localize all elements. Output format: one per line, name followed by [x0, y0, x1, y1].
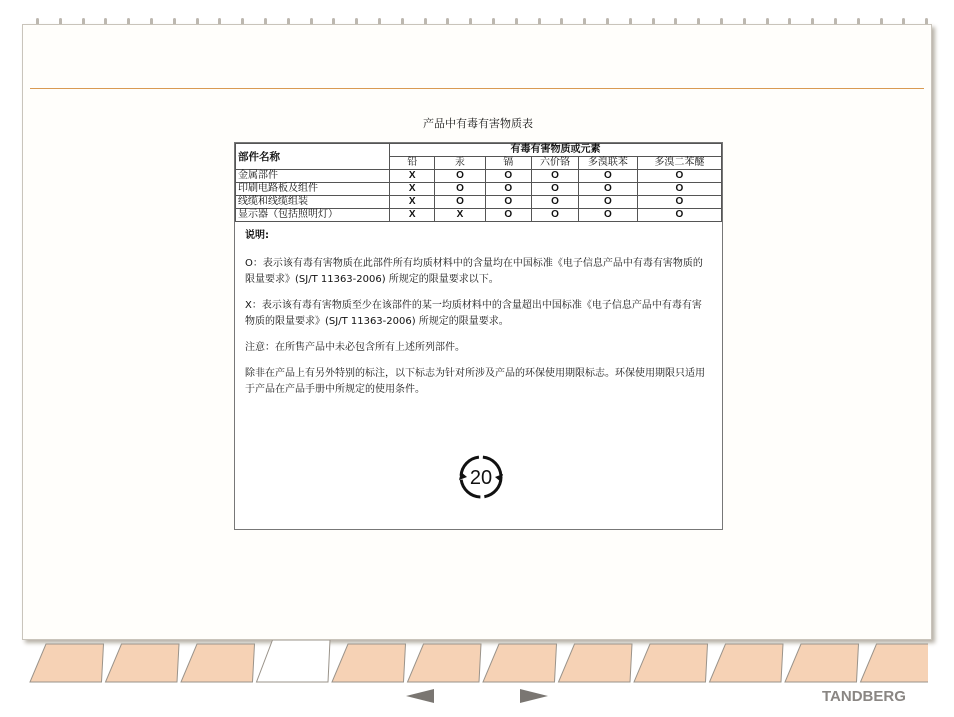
mark-cell: O — [531, 183, 578, 196]
section-tab[interactable] — [559, 644, 633, 682]
hazard-substance-box — [234, 142, 723, 530]
mark-cell: O — [485, 196, 531, 209]
mark-cell: O — [485, 170, 531, 183]
section-tab[interactable] — [861, 644, 929, 682]
part-name-cell: 印刷电路板及组件 — [236, 183, 390, 196]
mark-cell: O — [637, 209, 721, 222]
mark-cell: X — [390, 196, 435, 209]
mark-cell: O — [579, 170, 638, 183]
mark-cell: O — [579, 183, 638, 196]
epup-20-icon — [457, 453, 505, 501]
mark-cell: O — [637, 170, 721, 183]
mark-cell: X — [390, 209, 435, 222]
epup-number: 20 — [469, 467, 493, 489]
substance-column-2: 镉 — [485, 157, 531, 170]
mark-cell: O — [531, 196, 578, 209]
x-note: X：表示该有毒有害物质至少在该部件的某一均质材料中的含量超出中国标准《电子信息产品中有毒有害物质的限量要求》(SJ/T 11363-2006) 所规定的限量要求。 — [245, 300, 702, 327]
mark-cell: X — [390, 170, 435, 183]
mark-cell: O — [637, 183, 721, 196]
document-title: 产品中有毒有害物质表 — [423, 117, 533, 130]
part-name-cell: 显示器（包括照明灯） — [236, 209, 390, 222]
substance-group-header: 有毒有害物质或元素 — [390, 144, 722, 157]
section-tab[interactable] — [332, 644, 406, 682]
table-row — [236, 183, 722, 196]
mark-cell: O — [579, 209, 638, 222]
notes-section — [235, 222, 722, 398]
mark-cell: O — [531, 209, 578, 222]
brand-logo: TANDBERG — [822, 688, 906, 705]
section-tab[interactable] — [634, 644, 708, 682]
o-note: O：表示该有毒有害物质在此部件所有均质材料中的含量均在中国标准《电子信息产品中有毒有害物质的限量要求》(SJ/T 11363-2006) 所规定的限量要求以下。 — [245, 258, 703, 285]
substance-column-4: 多溴联苯 — [579, 157, 638, 170]
mark-cell: O — [531, 170, 578, 183]
mark-cell: O — [435, 196, 485, 209]
mark-cell: X — [390, 183, 435, 196]
epup-note: 除非在产品上有另外特别的标注，以下标志为针对所涉及产品的环保使用期限标志。环保使用期限只适用于产品在产品手册中所规定的使用条件。 — [245, 368, 705, 395]
table-body — [236, 170, 722, 222]
table-row — [236, 170, 722, 183]
substance-column-3: 六价铬 — [531, 157, 578, 170]
section-tab[interactable] — [785, 644, 859, 682]
part-name-cell: 线缆和线缆组装 — [236, 196, 390, 209]
left-arrow-icon[interactable] — [406, 689, 434, 703]
notes-label: 说明: — [245, 230, 269, 241]
caution-note: 注意：在所售产品中未必包含所有上述所列部件。 — [245, 342, 465, 353]
mark-cell: X — [435, 209, 485, 222]
substance-column-0: 铅 — [390, 157, 435, 170]
section-tabs — [28, 640, 928, 684]
mark-cell: O — [485, 209, 531, 222]
mark-cell: O — [637, 196, 721, 209]
substance-column-1: 汞 — [435, 157, 485, 170]
section-tab[interactable] — [106, 644, 180, 682]
table-row — [236, 209, 722, 222]
section-tab[interactable] — [483, 644, 557, 682]
section-tab[interactable] — [181, 644, 255, 682]
header-rule — [30, 88, 924, 89]
section-tab[interactable] — [710, 644, 784, 682]
substance-column-5: 多溴二苯醚 — [637, 157, 721, 170]
mark-cell: O — [579, 196, 638, 209]
part-name-header: 部件名称 — [236, 144, 390, 170]
mark-cell: O — [485, 183, 531, 196]
section-tab[interactable] — [408, 644, 482, 682]
mark-cell: O — [435, 170, 485, 183]
right-arrow-icon[interactable] — [520, 689, 548, 703]
section-tab-active[interactable] — [257, 640, 331, 682]
part-name-cell: 金属部件 — [236, 170, 390, 183]
hazard-substance-table — [235, 143, 722, 222]
section-tab[interactable] — [30, 644, 104, 682]
mark-cell: O — [435, 183, 485, 196]
table-row — [236, 196, 722, 209]
